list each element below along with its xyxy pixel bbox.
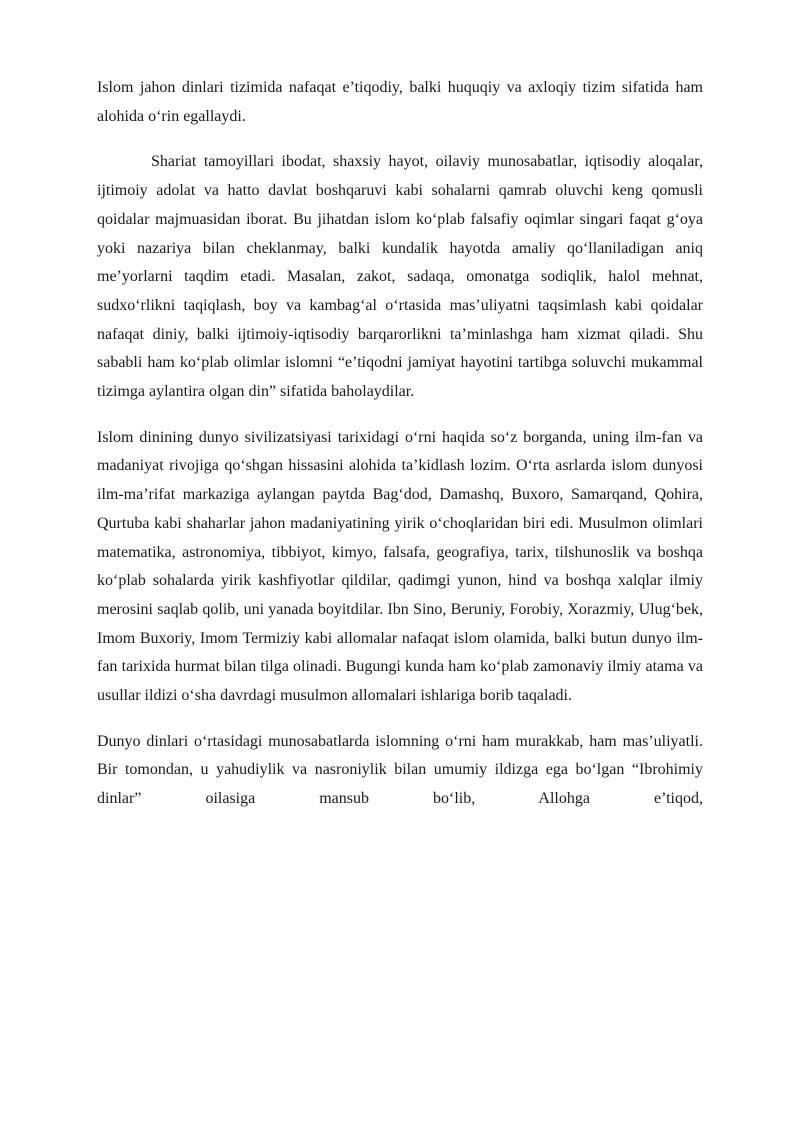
- paragraph-shariat: Shariat tamoyillari ibodat, shaxsiy hayot, oilaviy munosabatlar, iqtisodiy aloqalar, ijtimoiy adolat va hatto davlat boshqaruvi kabi sohalarni qamrab oluvchi keng qomusli qoidalar majmuasidan iborat. Bu jihatdan islom ko‘plab falsafiy oqimlar singari faqat g‘oya yoki nazariya bilan cheklanmay, balki kundalik hayotda amaliy qo‘llaniladigan aniq me’yorlarni taqdim etadi. Masalan, zakot, sadaqa, omonatga sodiqlik, halol mehnat, sudxo‘rlikni taqiqlash, boy va kambag‘al o‘rtasida mas’uliyatni taqsimlash kabi qoidalar nafaqat diniy, balki ijtimoiy-iqtisodiy barqarorlikni ta’minlashga ham xizmat qiladi. Shu sababli ham ko‘plab olimlar islomni “e’tiqodni jamiyat hayotini tartibga soluvchi mukammal tizimga aylantira olgan din” sifatida baholaydilar.: [97, 153, 703, 401]
- paragraph-civilization: Islom dinining dunyo sivilizatsiyasi tarixidagi o‘rni haqida so‘z borganda, uning ilm-fan va madaniyat rivojiga qo‘shgan hissasini alohida ta’kidlash lozim. O‘rta asrlarda islom dunyosi ilm-ma’rifat markaziga aylangan paytda Bag‘dod, Damashq, Buxoro, Samarqand, Qohira, Qurtuba kabi shaharlar jahon madaniyatining yirik o‘choqlaridan biri edi. Musulmon olimlari matematika, astronomiya, tibbiyot, kimyo, falsafa, geografiya, tarix, tilshunoslik va boshqa ko‘plab sohalarda yirik kashfiyotlar qildilar, qadimgi yunon, hind va boshqa xalqlar ilmiy merosini saqlab qolib, uni yanada boyitdilar. Ibn Sino, Beruniy, Forobiy, Xorazmiy, Ulug‘bek, Imom Buxoriy, Imom Termiziy kabi allomalar nafaqat islom olamida, balki butun dunyo ilm-fan tarixida hurmat bilan tilga olinadi. Bugungi kunda ham ko‘plab zamonaviy ilmiy atama va usullar ildizi o‘sha davrdagi musulmon allomalari ishlariga borib taqaladi.: [97, 428, 703, 705]
- paragraph-relations: Dunyo dinlari o‘rtasidagi munosabatlarda islomning o‘rni ham murakkab, ham mas’uliyatli. Bir tomondan, u yahudiylik va nasroniylik bilan umumiy ildizga ega bo‘lgan “Ibrohimiy dinlar” oilasiga mansub bo‘lib, Allohga e’tiqod,: [97, 732, 703, 808]
- document-page: [97, 74, 703, 814]
- paragraph-intro: Islom jahon dinlari tizimida nafaqat e’tiqodiy, balki huquqiy va axloqiy tizim sifatida ham alohida o‘rin egallaydi.: [97, 79, 703, 125]
